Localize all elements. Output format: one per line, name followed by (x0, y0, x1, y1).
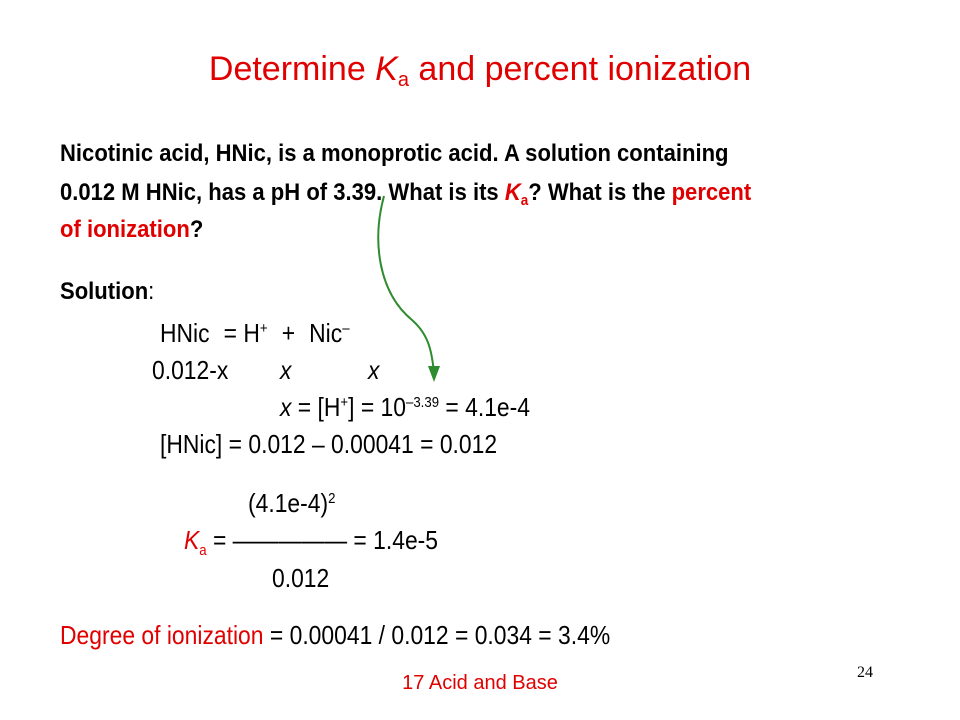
solution-label-text: Solution (60, 278, 149, 305)
problem-ka-subscript: a (520, 192, 529, 209)
x-variable: x (280, 392, 292, 422)
solution-colon: : (148, 278, 155, 305)
slide-footer: 17 Acid and Base (402, 672, 558, 694)
ka-equation-rest: = ————— = 1.4e-5 (206, 525, 439, 555)
problem-line-2-text: 0.012 M HNic, has a pH of 3.39. What is its (60, 179, 505, 206)
concentration-h: x (280, 355, 292, 385)
ka-numerator-exponent: 2 (328, 490, 336, 507)
concentration-nic: x (368, 355, 380, 385)
problem-ka-k: K (504, 179, 521, 206)
problem-question-mark: ? (189, 216, 204, 243)
problem-line-2-question: ? What is the (528, 179, 672, 206)
eq-nic: Nic (309, 318, 343, 348)
page-number: 24 (857, 664, 873, 681)
title-k: K (375, 50, 398, 88)
degree-label: Degree of ionization (60, 620, 264, 650)
x-eq-h: = [H (291, 392, 341, 422)
hnic-concentration-line: [HNic] = 0.012 – 0.00041 = 0.012 (160, 429, 498, 459)
ka-numerator-text: (4.1e-4) (248, 488, 329, 518)
eq-plus: + (281, 318, 296, 348)
title-k-subscript: a (397, 69, 409, 91)
problem-percent-word: percent (671, 179, 752, 206)
ka-subscript: a (199, 542, 207, 559)
title-rest: and percent ionization (408, 50, 752, 88)
eq-h-charge: + (259, 320, 268, 337)
degree-calculation: = 0.00041 / 0.012 = 0.034 = 3.4% (263, 620, 611, 650)
eq-h: = H (223, 318, 260, 348)
ka-denominator: 0.012 (272, 563, 330, 593)
x-result: = 4.1e-4 (439, 392, 531, 422)
problem-line-1: Nicotinic acid, HNic, is a monoprotic acid. A solution containing (60, 140, 729, 167)
ka-k: K (184, 525, 200, 555)
eq-nic-charge: – (342, 320, 350, 337)
concentration-hnic: 0.012-x (152, 355, 229, 385)
x-h-charge: + (340, 394, 349, 411)
eq-hnic: HNic (160, 318, 210, 348)
x-power-base: ] = 10 (348, 392, 407, 422)
problem-of-ionization: of ionization (60, 216, 190, 243)
title-text: Determine (208, 50, 376, 88)
x-exponent: –3.39 (406, 394, 440, 411)
